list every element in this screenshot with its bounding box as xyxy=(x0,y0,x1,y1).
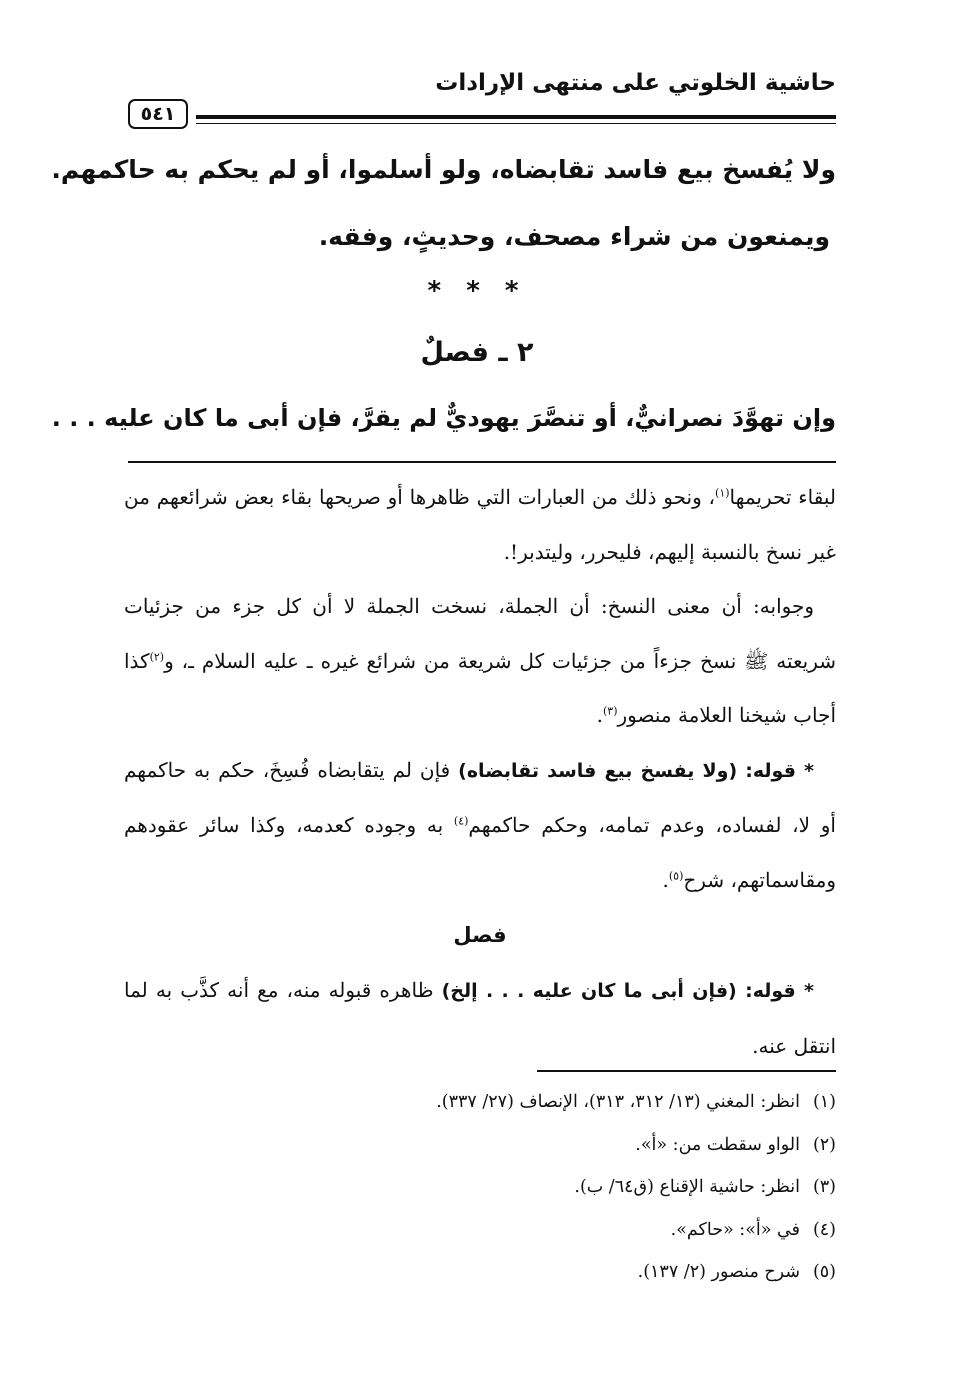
commentary-sub-heading: فصل xyxy=(453,923,507,947)
footnote-ref: (٣) xyxy=(602,704,618,718)
matn-commentary-separator xyxy=(128,461,836,463)
text-run: . xyxy=(596,703,603,727)
footnote-text: في «أ»: «حاكم». xyxy=(670,1219,800,1240)
matn-line-2: ويمنعون من شراء مصحف، وحديثٍ، وفقه. xyxy=(318,222,830,251)
matn-line-3: وإن تهوَّدَ نصرانيٌّ، أو تنصَّرَ يهوديٌّ لم يقرَّ، فإن أبى ما كان عليه . . . xyxy=(51,404,836,432)
footnote-text: الواو سقطت من: «أ». xyxy=(635,1134,800,1155)
footnote-text: شرح منصور (٢/ ١٣٧). xyxy=(637,1262,800,1282)
quoted-matn: * قوله: (فإن أبى ما كان عليه . . . إلخ) xyxy=(441,980,814,1002)
text-run: به وجوده كعدمه، وكذا سائر عقودهم ومقاسماتهم، شرح xyxy=(124,813,836,892)
text-run: لبقاء تحريمها xyxy=(729,485,837,509)
footnote-ref: (٢) xyxy=(149,649,165,663)
footnote-item xyxy=(124,1124,836,1167)
header-rule xyxy=(196,115,836,119)
quoted-matn: * قوله: (ولا يفسخ بيع فاسد تقابضاه) xyxy=(458,759,814,782)
footnote-number: (١) xyxy=(812,1092,836,1112)
commentary-paragraph-1 xyxy=(124,470,836,579)
text-run: كذا أجاب شيخنا العلامة منصور xyxy=(124,648,836,727)
footnote-text: انظر: المغني (١٣/ ٣١٢، ٣١٣)، الإنصاف (٢٧/ ٣٣٧). xyxy=(436,1092,800,1112)
section-heading: ٢ ـ فصلٌ xyxy=(420,337,534,368)
footnote-ref: (٥) xyxy=(668,868,684,882)
commentary xyxy=(124,470,836,1073)
footnotes xyxy=(124,1081,836,1294)
text-run: فإن لم يتقابضاه فُسِخَ، حكم به حاكمهم أو لا، لفساده، وعدم تمامه، وحكم حاكمهم xyxy=(124,757,836,837)
running-title: حاشية الخلوتي على منتهى الإرادات xyxy=(435,70,836,96)
text-run: . xyxy=(662,867,669,892)
commentary-paragraph-3 xyxy=(124,743,836,908)
header-rule-thin xyxy=(196,123,836,124)
footnote-ref: (٤) xyxy=(453,814,469,828)
footnote-number: (٢) xyxy=(812,1134,836,1155)
footnote-item xyxy=(124,1166,836,1209)
footnote-item xyxy=(124,1251,836,1294)
footnote-item xyxy=(124,1081,836,1124)
footnote-rule xyxy=(537,1070,836,1072)
commentary-paragraph-4 xyxy=(124,963,836,1073)
footnote-number: (٥) xyxy=(812,1262,836,1282)
footnote-text: انظر: حاشية الإقناع (ق٦٤/ ب). xyxy=(574,1177,800,1197)
page-number: ٥٤١ xyxy=(128,99,188,129)
commentary-paragraph-2 xyxy=(124,579,836,743)
footnote-ref: (١) xyxy=(715,486,730,500)
matn-line-1: ولا يُفسخ بيع فاسد تقابضاه، ولو أسلموا، أو لم يحكم به حاكمهم. xyxy=(51,155,836,184)
footnote-number: (٣) xyxy=(812,1177,836,1197)
section-divider-stars: * * * xyxy=(427,276,527,306)
text-run: ظاهره قبوله منه، مع أنه كذَّب به لما انتقل عنه. xyxy=(124,978,836,1058)
text-run: ، ونحو ذلك من العبارات التي ظاهرها أو صريحها بقاء بعض شرائعهم من غير نسخ بالنسبة إليهم، فليحرر، وليتدبر!. xyxy=(124,485,836,564)
footnote-item xyxy=(124,1209,836,1252)
text-run: وجوابه: أن معنى النسخ: أن الجملة، نسخت الجملة لا أن كل جزء من جزئيات شريعته ﷺ نسخ جزءاً من جزئيات كل شريعة من شرائع غيره ـ عليه السلام ـ، و xyxy=(124,594,836,673)
footnote-number: (٤) xyxy=(812,1219,836,1240)
